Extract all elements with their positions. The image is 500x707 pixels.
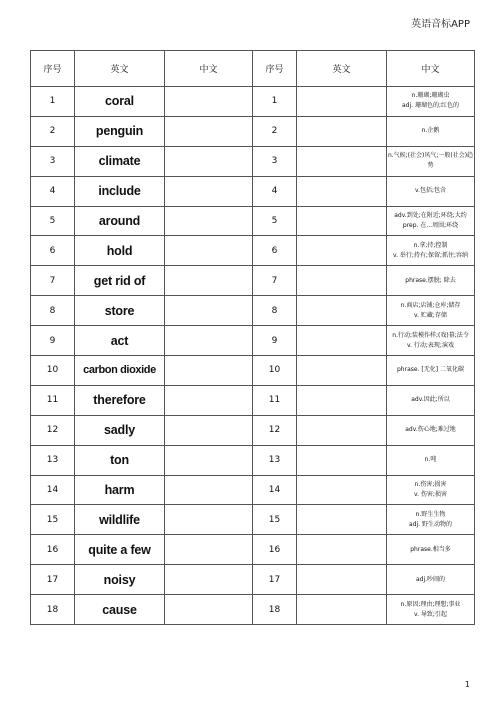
chinese-meaning — [387, 565, 475, 595]
english-answer-blank — [297, 595, 387, 625]
column-header-english-2: 英文 — [297, 51, 387, 87]
english-answer-blank — [297, 266, 387, 296]
chinese-meaning-line: adj.吵闹的 — [415, 575, 446, 583]
chinese-answer-blank — [165, 415, 253, 445]
english-word: wildlife — [75, 505, 165, 535]
english-answer-blank — [297, 505, 387, 535]
chinese-meaning — [387, 415, 475, 445]
english-word: cause — [75, 595, 165, 625]
chinese-meaning-line: adv.到处;在附近;环绕;大约 — [394, 212, 467, 219]
chinese-answer-blank — [165, 296, 253, 326]
table-row — [31, 445, 475, 475]
chinese-answer-blank — [165, 475, 253, 505]
chinese-meaning-line: v. 贮藏;存储 — [414, 311, 447, 319]
row-number: 9 — [31, 326, 75, 356]
chinese-meaning-line: v.包括;包含 — [414, 187, 446, 195]
row-number: 1 — [31, 87, 75, 117]
english-answer-blank — [297, 535, 387, 565]
vocabulary-table-body — [31, 87, 475, 625]
english-word: noisy — [75, 565, 165, 595]
english-answer-blank — [297, 116, 387, 146]
chinese-meaning-line: n.吨 — [424, 456, 437, 464]
row-number: 2 — [31, 116, 75, 146]
english-word: carbon dioxide — [75, 356, 165, 386]
row-number: 17 — [31, 565, 75, 595]
chinese-answer-blank — [165, 236, 253, 266]
row-number: 13 — [31, 445, 75, 475]
row-number: 11 — [31, 385, 75, 415]
english-answer-blank — [297, 206, 387, 236]
row-number-2: 2 — [253, 116, 297, 146]
column-header-english: 英文 — [75, 51, 165, 87]
english-word: quite a few — [75, 535, 165, 565]
english-word: harm — [75, 475, 165, 505]
english-answer-blank — [297, 565, 387, 595]
chinese-meaning-line: n.伤害;损害 — [414, 481, 447, 489]
row-number-2: 16 — [253, 535, 297, 565]
english-answer-blank — [297, 146, 387, 176]
english-answer-blank — [297, 87, 387, 117]
english-word: include — [75, 176, 165, 206]
table-row — [31, 206, 475, 236]
chinese-meaning-line: adj. 野生动物的 — [409, 520, 452, 528]
english-word: around — [75, 206, 165, 236]
table-row — [31, 356, 475, 386]
chinese-meaning — [387, 236, 475, 266]
chinese-meaning — [387, 87, 475, 117]
english-word: penguin — [75, 116, 165, 146]
table-header-row — [31, 51, 475, 87]
chinese-meaning-line: adv.伤心地;难过地 — [405, 426, 456, 434]
chinese-meaning — [387, 326, 475, 356]
english-word: therefore — [75, 385, 165, 415]
vocabulary-table — [30, 50, 475, 625]
row-number-2: 17 — [253, 565, 297, 595]
table-row — [31, 565, 475, 595]
chinese-answer-blank — [165, 87, 253, 117]
english-word: coral — [75, 87, 165, 117]
table-row — [31, 535, 475, 565]
row-number: 12 — [31, 415, 75, 445]
table-row — [31, 87, 475, 117]
chinese-answer-blank — [165, 445, 253, 475]
chinese-meaning — [387, 116, 475, 146]
row-number-2: 9 — [253, 326, 297, 356]
chinese-meaning — [387, 535, 475, 565]
chinese-meaning-line: v. 伤害;损害 — [414, 491, 447, 499]
row-number-2: 15 — [253, 505, 297, 535]
column-header-number-2: 序号 — [253, 51, 297, 87]
chinese-meaning — [387, 206, 475, 236]
chinese-meaning-line: phrase. [无化] 二氧化碳 — [397, 366, 464, 374]
english-answer-blank — [297, 475, 387, 505]
table-row — [31, 296, 475, 326]
row-number: 7 — [31, 266, 75, 296]
row-number: 6 — [31, 236, 75, 266]
page-number: 1 — [464, 680, 470, 689]
chinese-meaning — [387, 356, 475, 386]
chinese-meaning-line: n.商店;店铺;仓库;储存 — [400, 301, 461, 309]
row-number: 15 — [31, 505, 75, 535]
chinese-answer-blank — [165, 535, 253, 565]
english-answer-blank — [297, 415, 387, 445]
chinese-meaning — [387, 595, 475, 625]
chinese-meaning-line: v. 举行;持有;保留;抓住;容纳 — [393, 251, 468, 259]
table-row — [31, 116, 475, 146]
chinese-answer-blank — [165, 326, 253, 356]
row-number-2: 12 — [253, 415, 297, 445]
chinese-meaning-line: phrase.摆脱; 除去 — [405, 276, 456, 284]
chinese-meaning — [387, 445, 475, 475]
table-row — [31, 236, 475, 266]
chinese-answer-blank — [165, 116, 253, 146]
row-number: 4 — [31, 176, 75, 206]
english-answer-blank — [297, 176, 387, 206]
row-number-2: 7 — [253, 266, 297, 296]
table-row — [31, 475, 475, 505]
english-answer-blank — [297, 356, 387, 386]
chinese-answer-blank — [165, 266, 253, 296]
english-word: act — [75, 326, 165, 356]
chinese-answer-blank — [165, 176, 253, 206]
chinese-meaning — [387, 176, 475, 206]
table-row — [31, 266, 475, 296]
row-number-2: 6 — [253, 236, 297, 266]
row-number-2: 13 — [253, 445, 297, 475]
chinese-meaning — [387, 296, 475, 326]
english-word: ton — [75, 445, 165, 475]
english-word: sadly — [75, 415, 165, 445]
chinese-meaning-line: adj. 珊瑚色的;红色的 — [402, 102, 459, 110]
chinese-meaning-line: v. 行动;表现;演戏 — [407, 341, 454, 349]
row-number-2: 3 — [253, 146, 297, 176]
table-row — [31, 505, 475, 535]
column-header-chinese-2: 中文 — [387, 51, 475, 87]
english-word: climate — [75, 146, 165, 176]
table-row — [31, 385, 475, 415]
row-number-2: 18 — [253, 595, 297, 625]
row-number-2: 1 — [253, 87, 297, 117]
chinese-meaning — [387, 475, 475, 505]
column-header-number: 序号 — [31, 51, 75, 87]
chinese-meaning — [387, 146, 475, 176]
chinese-answer-blank — [165, 505, 253, 535]
row-number-2: 10 — [253, 356, 297, 386]
column-header-chinese: 中文 — [165, 51, 253, 87]
table-row — [31, 326, 475, 356]
chinese-meaning — [387, 505, 475, 535]
row-number: 8 — [31, 296, 75, 326]
english-answer-blank — [297, 385, 387, 415]
english-answer-blank — [297, 236, 387, 266]
row-number: 16 — [31, 535, 75, 565]
english-answer-blank — [297, 296, 387, 326]
chinese-answer-blank — [165, 146, 253, 176]
row-number-2: 14 — [253, 475, 297, 505]
row-number: 14 — [31, 475, 75, 505]
row-number: 18 — [31, 595, 75, 625]
chinese-answer-blank — [165, 206, 253, 236]
chinese-meaning-line: n.原因;理由;理想;事业 — [400, 600, 461, 608]
table-row — [31, 415, 475, 445]
table-row — [31, 176, 475, 206]
row-number-2: 11 — [253, 385, 297, 415]
chinese-meaning-line: n.拿;持;控制 — [413, 241, 448, 249]
chinese-meaning-line: adv.因此;所以 — [411, 396, 450, 404]
chinese-meaning-line: n.珊瑚;珊瑚虫 — [411, 92, 450, 100]
chinese-meaning-line: n.气候;(社会)风气;一般(社会)趋势 — [387, 152, 474, 170]
app-title: 英语音标APP — [411, 19, 470, 30]
row-number-2: 8 — [253, 296, 297, 326]
row-number: 3 — [31, 146, 75, 176]
chinese-meaning — [387, 266, 475, 296]
english-word: get rid of — [75, 266, 165, 296]
chinese-meaning — [387, 385, 475, 415]
row-number-2: 5 — [253, 206, 297, 236]
chinese-meaning-line: n.行动;装模作样;(戏)幕;法令 — [392, 331, 469, 339]
row-number-2: 4 — [253, 176, 297, 206]
english-word: store — [75, 296, 165, 326]
chinese-meaning-line: prep. 在...周围;环绕 — [402, 222, 459, 229]
table-row — [31, 146, 475, 176]
row-number: 5 — [31, 206, 75, 236]
english-answer-blank — [297, 445, 387, 475]
chinese-meaning-line: v. 导致;引起 — [414, 610, 447, 618]
chinese-answer-blank — [165, 565, 253, 595]
row-number: 10 — [31, 356, 75, 386]
chinese-answer-blank — [165, 356, 253, 386]
english-word: hold — [75, 236, 165, 266]
chinese-answer-blank — [165, 385, 253, 415]
chinese-meaning-line: phrase.相当多 — [410, 545, 451, 553]
english-answer-blank — [297, 326, 387, 356]
table-row — [31, 595, 475, 625]
chinese-meaning-line: n.野生生物 — [415, 510, 446, 518]
chinese-meaning-line: n.企鹅 — [421, 127, 440, 135]
chinese-answer-blank — [165, 595, 253, 625]
